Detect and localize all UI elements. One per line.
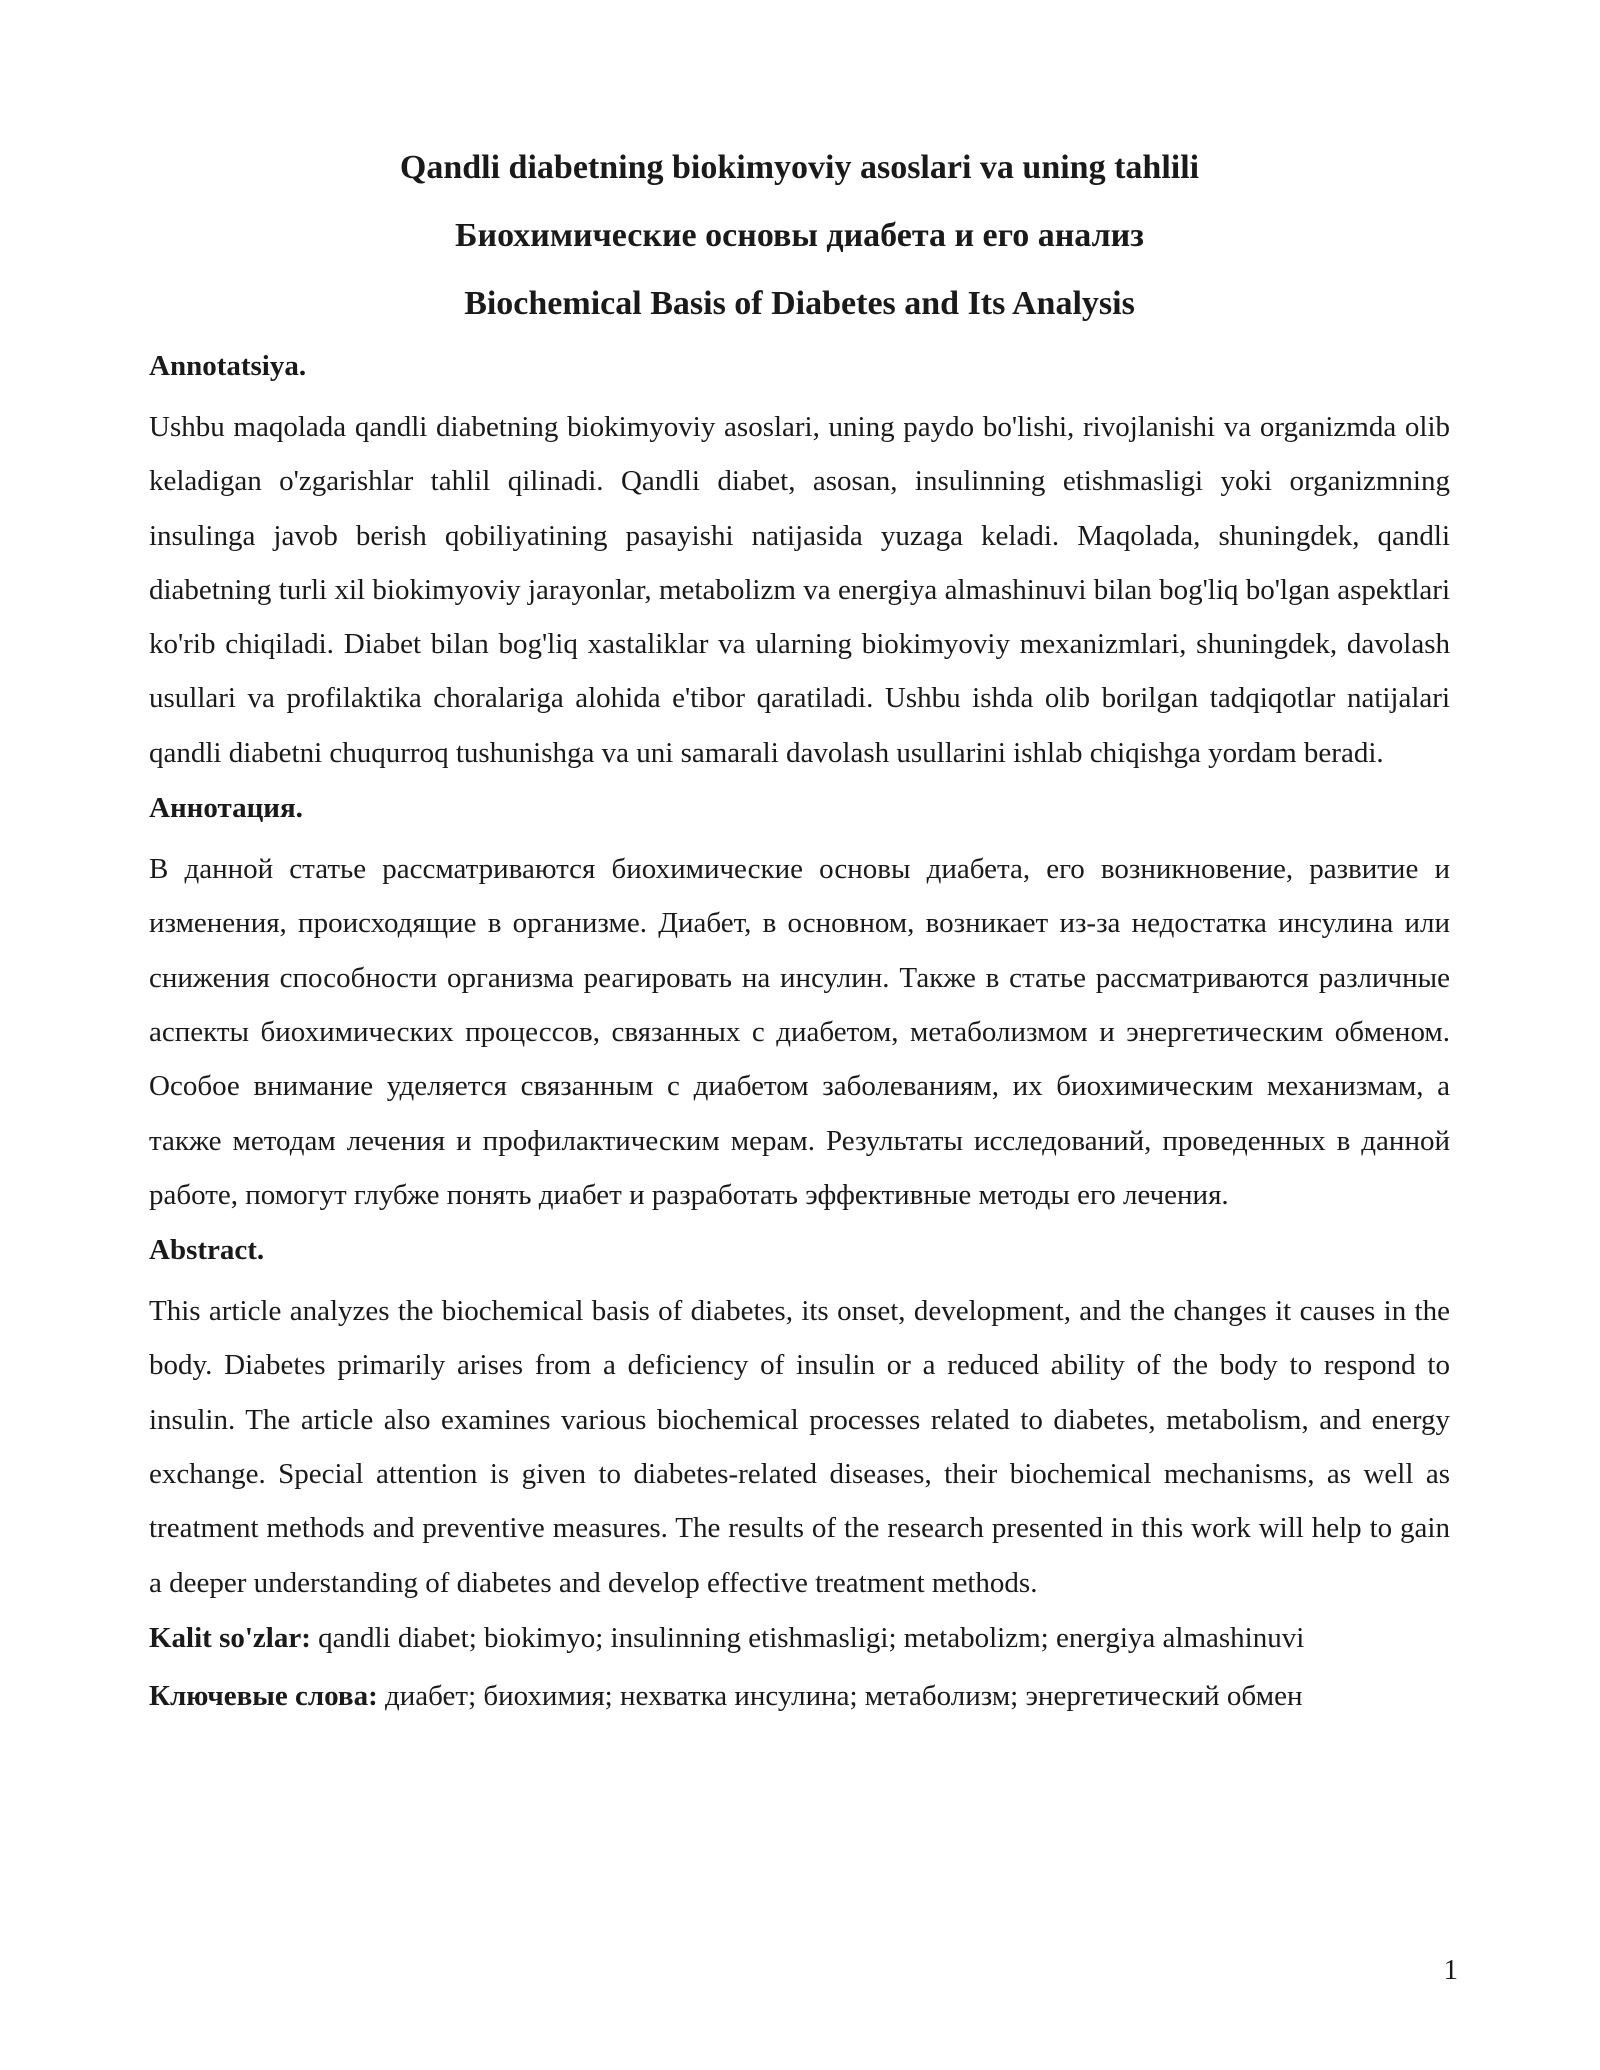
abstract-uzbek-text: Ushbu maqolada qandli diabetning biokimyoviy asoslari, uning paydo bo'lishi, rivojlanishi va organizmda olib keladigan o'zgarishlar tahlil qilinadi. Qandli diabet, asosan, insulinning etishmasligi yoki organizmning insulinga javob berish qobiliyatining pasayishi natijasida yuzaga keladi. Maqolada, shuningdek, qandli diabetning turli xil biokimyoviy jarayonlar, metabolizm va energiya almashinuvi bilan bog'liq bo'lgan aspektlari ko'rib chiqiladi. Diabet bilan bog'liq xastaliklar va ularning biokimyoviy mexanizmlari, shuningdek, davolash usullari va profilaktika choralariga alohida e'tibor qaratiladi. Ushbu ishda olib borilgan tadqiqotlar natijalari qandli diabetni chuqurroq tushunishga va uni samarali davolash usullarini ishlab chiqishga yordam beradi.	[149, 411, 1450, 769]
abstract-uzbek	[149, 348, 1450, 780]
keywords-russian	[149, 1678, 1450, 1714]
abstract-russian-text: В данной статье рассматриваются биохимические основы диабета, его возникновение, развитие и изменения, происходящие в организме. Диабет, в основном, возникает из-за недостатка инсулина или снижения способности организма реагировать на инсулин. Также в статье рассматриваются различные аспекты биохимических процессов, связанных с диабетом, метаболизмом и энергетическим обменом. Особое внимание уделяется связанным с диабетом заболеваниям, их биохимическим механизмам, а также методам лечения и профилактическим мерам. Результаты исследований, проведенных в данной работе, помогут глубже понять диабет и разработать эффективные методы его лечения.	[149, 853, 1450, 1211]
abstract-russian-heading: Аннотация.	[149, 792, 303, 825]
keywords-uzbek	[149, 1620, 1450, 1656]
abstract-russian	[149, 790, 1450, 1222]
title-english: Biochemical Basis of Diabetes and Its Analysis	[464, 285, 1135, 322]
abstract-english-text: This article analyzes the biochemical basis of diabetes, its onset, development, and the changes it causes in the body. Diabetes primarily arises from a deficiency of insulin or a reduced ability of the body to respond to insulin. The article also examines various biochemical processes related to diabetes, metabolism, and energy exchange. Special attention is given to diabetes-related diseases, their biochemical mechanisms, as well as treatment methods and preventive measures. The results of the research presented in this work will help to gain a deeper understanding of diabetes and develop effective treatment methods.	[149, 1295, 1450, 1599]
title-block	[149, 148, 1450, 324]
abstract-english-heading: Abstract.	[149, 1234, 265, 1267]
abstract-english	[149, 1232, 1450, 1610]
title-uzbek: Qandli diabetning biokimyoviy asoslari va uning tahlili	[399, 149, 1200, 186]
page-number: 1	[1443, 1954, 1458, 1986]
abstract-uzbek-heading: Annotatsiya.	[149, 350, 307, 382]
keywords-uzbek-text: qandli diabet; biokimyo; insulinning etishmasligi; metabolizm; energiya almashinuvi	[310, 1621, 1305, 1654]
title-russian: Биохимические основы диабета и его анализ	[455, 217, 1144, 254]
keywords-russian-label: Ключевые слова:	[149, 1679, 378, 1712]
keywords-uzbek-label: Kalit so'zlar:	[149, 1621, 311, 1654]
keywords-russian-text: диабет; биохимия; нехватка инсулина; метаболизм; энергетический обмен	[377, 1679, 1303, 1712]
